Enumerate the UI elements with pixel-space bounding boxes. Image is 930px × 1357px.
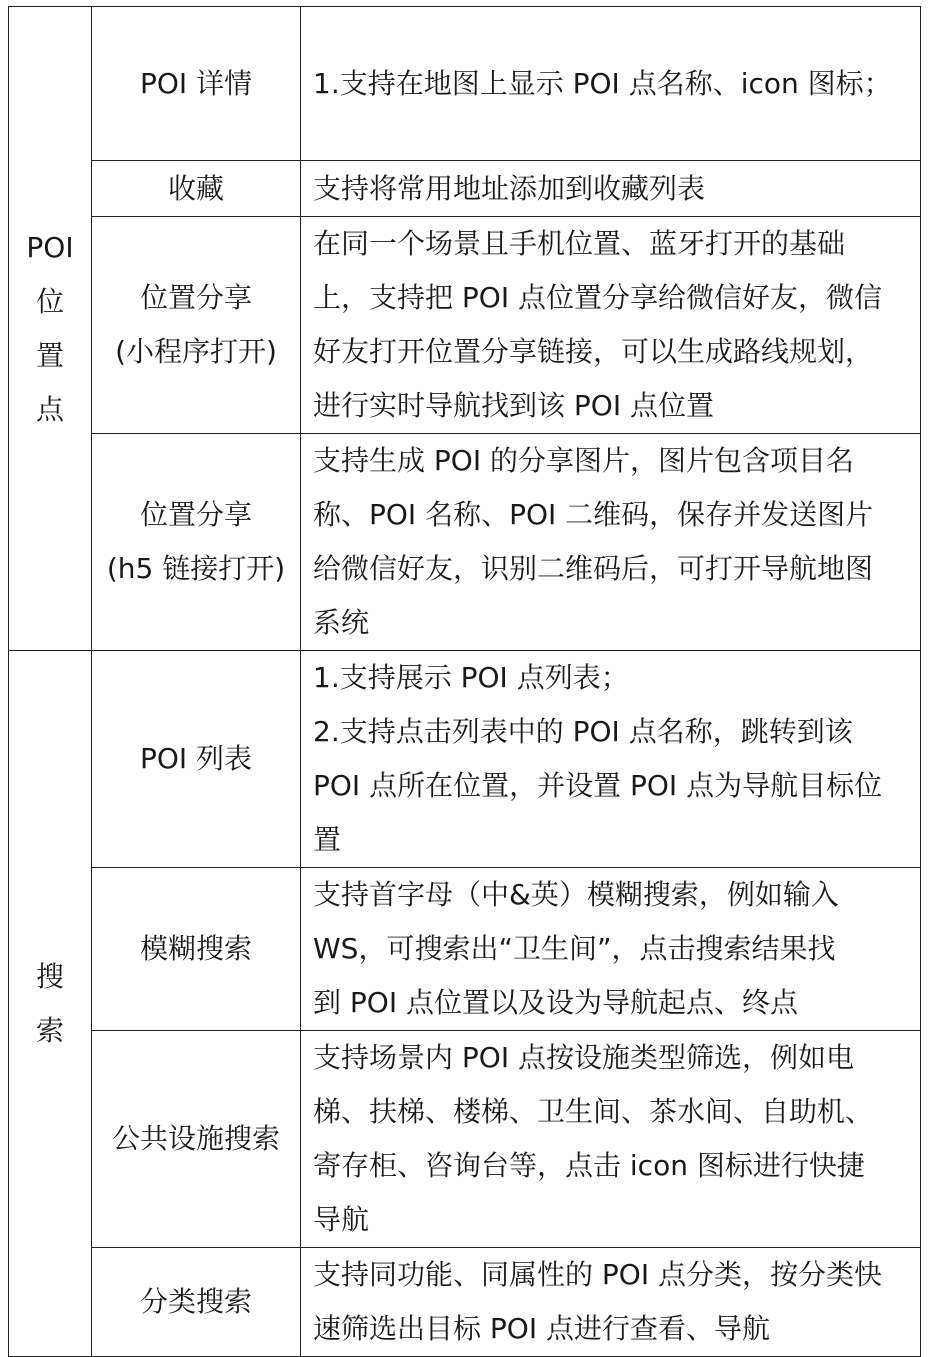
description-line: 支持生成 POI 的分享图片，图片包含项目名 <box>313 444 854 477</box>
feature-name: 收藏 <box>167 171 224 205</box>
description-line: WS，可搜索出“卫生间”，点击搜索结果找 <box>313 932 836 965</box>
description-cell <box>301 1031 921 1248</box>
feature-name: 位置分享 <box>139 281 252 314</box>
feature-name: 公共设施搜索 <box>111 1122 280 1155</box>
feature-name: 位置分享 <box>139 498 252 531</box>
description-line: 好友打开位置分享链接，可以生成路线规划， <box>313 335 874 368</box>
feature-name: 分类搜索 <box>139 1285 252 1318</box>
description-cell <box>301 1248 921 1357</box>
description-line: POI 点所在位置，并设置 POI 点为导航目标位 <box>313 769 883 802</box>
description-line: 称、POI 名称、POI 二维码，保存并发送图片 <box>313 498 874 531</box>
feature-name: POI 列表 <box>139 742 253 775</box>
feature-cell <box>92 1031 301 1248</box>
description-line: 支持场景内 POI 点按设施类型筛选，例如电 <box>313 1041 854 1074</box>
description-cell <box>301 217 921 434</box>
description-line: 置 <box>313 823 342 856</box>
description-line: 给微信好友，识别二维码后，可打开导航地图 <box>313 552 874 585</box>
description-line: 支持首字母（中&英）模糊搜索，例如输入 <box>313 878 839 911</box>
feature-cell <box>92 651 301 868</box>
feature-cell <box>92 1248 301 1357</box>
table-row <box>9 7 921 161</box>
category-char: 位 <box>35 284 64 318</box>
description-line: 寄存柜、咨询台等，点击 icon 图标进行快捷 <box>313 1149 865 1182</box>
description-cell <box>301 7 921 161</box>
category-cell-poi <box>9 7 92 651</box>
description-line: 上，支持把 POI 点位置分享给微信好友，微信 <box>313 281 882 314</box>
description-line: 导航 <box>313 1203 370 1236</box>
description-cell <box>301 161 921 217</box>
description-line: 支持同功能、同属性的 POI 点分类，按分类快 <box>313 1258 882 1291</box>
table-row <box>9 1031 921 1248</box>
category-char: 搜 <box>35 959 64 993</box>
category-char: 置 <box>35 338 64 372</box>
feature-cell <box>92 217 301 434</box>
description-line: 梯、扶梯、楼梯、卫生间、茶水间、自助机、 <box>313 1095 874 1128</box>
feature-cell <box>92 7 301 161</box>
category-char: POI <box>26 230 74 264</box>
description-line: 在同一个场景且手机位置、蓝牙打开的基础 <box>313 227 846 260</box>
description-line: 进行实时导航找到该 POI 点位置 <box>313 389 714 422</box>
category-char: 索 <box>35 1013 64 1047</box>
description-cell <box>301 868 921 1031</box>
category-char: 点 <box>35 392 64 426</box>
description-line: 速筛选出目标 POI 点进行查看、导航 <box>313 1312 770 1345</box>
feature-name: 模糊搜索 <box>139 932 252 965</box>
table-row <box>9 1248 921 1357</box>
category-cell-search <box>9 651 92 1357</box>
table-row <box>9 651 921 868</box>
feature-name: (h5 链接打开) <box>106 552 286 585</box>
feature-name: POI 详情 <box>139 66 253 100</box>
description-line: 系统 <box>313 606 370 639</box>
description-line: 1.支持在地图上显示 POI 点名称、icon 图标； <box>313 67 892 100</box>
feature-cell <box>92 161 301 217</box>
description-cell <box>301 434 921 651</box>
description-cell <box>301 651 921 868</box>
table-row <box>9 868 921 1031</box>
description-line: 支持将常用地址添加到收藏列表 <box>313 171 706 205</box>
description-line: 2.支持点击列表中的 POI 点名称，跳转到该 <box>313 715 853 748</box>
description-line: 到 POI 点位置以及设为导航起点、终点 <box>313 986 798 1019</box>
table-row <box>9 217 921 434</box>
table-row <box>9 434 921 651</box>
feature-cell <box>92 434 301 651</box>
feature-cell <box>92 868 301 1031</box>
description-line: 1.支持展示 POI 点列表； <box>313 661 629 694</box>
table-row <box>9 161 921 217</box>
feature-name: (小程序打开) <box>115 335 277 368</box>
feature-table <box>8 6 921 1357</box>
